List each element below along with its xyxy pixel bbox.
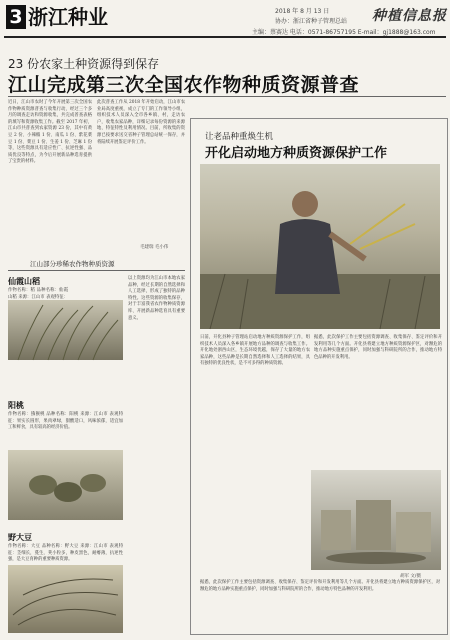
seed-bags-photo	[311, 470, 441, 570]
gallery-item-2-name: 阳桃	[8, 401, 24, 410]
gallery-mid-text: 以上资源均为江山市本地农家品种，经过长期的自然选择和人工选择，形成了独特的品种特性。这些资源的收集保存，对于丰富我省农作物种质资源库、开展新品种选育具有重要意义。	[128, 276, 185, 321]
gallery-title: 江山部分珍稀农作物种质资源	[30, 260, 115, 268]
sponsor-line: 协办：浙江省种子管理总站	[275, 18, 348, 25]
editor-line: 主编：蔡赛达 电话：0571-86757195 E-mail：gj1888@163.com	[252, 29, 436, 36]
seed-bags-icon	[311, 470, 441, 570]
masthead-rule	[4, 36, 446, 38]
lead-subheadline: 23 份农家土种资源得到保存	[8, 57, 160, 71]
issue-date: 2018 年 8 月 13 日	[275, 8, 330, 15]
gallery-item-1-desc: 作物名称：稻 品种名称：仙霞山稻 来源：江山市 表观特征：	[8, 288, 68, 300]
feature-headline: 开化启动地方种质资源保护工作	[205, 146, 388, 161]
gallery-item-2-desc: 作物名称：猕猴桃 品种名称：阳桃 来源：江山市 表观特征：果实长圆形，果肉翠绿，甜酸适口，风味浓郁，适宜加工和鲜食，具有较高的经济价值。	[8, 412, 123, 431]
kiwi-fruit-icon	[8, 450, 123, 520]
feature-body-col1: 日前，开化县种子管理站启动地方种质资源保护工作，组织技术人员深入各乡镇开展地方品种的调查与收集工作。开化地处浙西山区，生态环境优越，保存了大量的地方农家品种，这些品种是长期自然选择和人工选择的结果，具有独特的优良性状，是不可多得的种质资源。	[200, 335, 310, 367]
kiwi-photo	[8, 450, 123, 520]
rice-photo	[8, 300, 123, 360]
headline-divider	[8, 96, 446, 97]
gallery-item-3-name: 野大豆	[8, 533, 32, 542]
farmer-photo	[200, 164, 440, 329]
lead-headline: 江山完成第三次全国农作物种质资源普查	[8, 74, 360, 96]
rice-plant-icon	[8, 300, 123, 360]
gallery-divider	[8, 270, 185, 271]
farmer-in-field-icon	[200, 164, 440, 329]
soybean-plant-icon	[8, 565, 123, 633]
gallery-item-1-name: 仙霞山稻	[8, 277, 40, 286]
lead-body-col1: 近日，江山市农时了今年开展第三次全国农作物种质资源普查与收集行动，经过三个多月的调查走访和资源收集，共完成普查表格的填写和资源收集工作。截至 2017 年初，江山市共普查到农家资源 23 份，其中有黄豆 2 份、小辣椒 1 份、南瓜 1 份、紫花菜豆 1 份、菜豆 1 份、生姜 1 份、芝麻 1 份等，这些资源具有适应性广、抗逆性强、品质优良等特点，为今后开展新品种选育提供了宝贵的材料。	[8, 100, 92, 165]
feature-kicker: 让老品种重焕生机	[205, 132, 274, 142]
section-title: 浙江种业	[28, 5, 108, 29]
lead-author: 毛建瑞 毛小伟	[140, 245, 169, 250]
feature-photo-credit: 胡军 文/摄	[400, 574, 421, 579]
lead-body-col2: 此次普查工作从 2018 年开始启动，江山市农业局高度重视，成立了专门的工作领导小组，组织技术人员深入全市各乡镇、村，走访农户，收集农家品种，详细记录每份资源的来源地、特征特性及利用情况。目前，所收集的资源已按要求送交省种子管理总站统一保存，并将陆续开展鉴定评价工作。	[97, 100, 185, 145]
page-number: 3	[6, 5, 26, 29]
gallery-item-3-desc: 作物名称：大豆 品种名称：野大豆 来源：江山市 表观特征：茎细长，蔓生，荚小粒多，种皮黑色，耐瘠薄，抗逆性强，是大豆育种的重要种质资源。	[8, 544, 123, 563]
feature-body-col2: 据悉，此次保护工作主要包括资源调查、收集保存、鉴定评价和开发利用等几个方面。开化县将建立地方种质资源保护区，对濒危的地方品种实施重点保护，同时加强与科研院所的合作，推动地方特色品种的开发利用。	[314, 335, 442, 360]
soybean-photo	[8, 565, 123, 633]
feature-body-tail: 据悉，此次保护工作主要包括资源调查、收集保存、鉴定评价和开发利用等几个方面。开化县将建立地方种质资源保护区，对濒危的地方品种实施重点保护，同时加强与科研院所的合作，推动地方特色品种的开发利用。	[200, 580, 440, 592]
newspaper-logo: 种植信息报	[372, 8, 447, 24]
